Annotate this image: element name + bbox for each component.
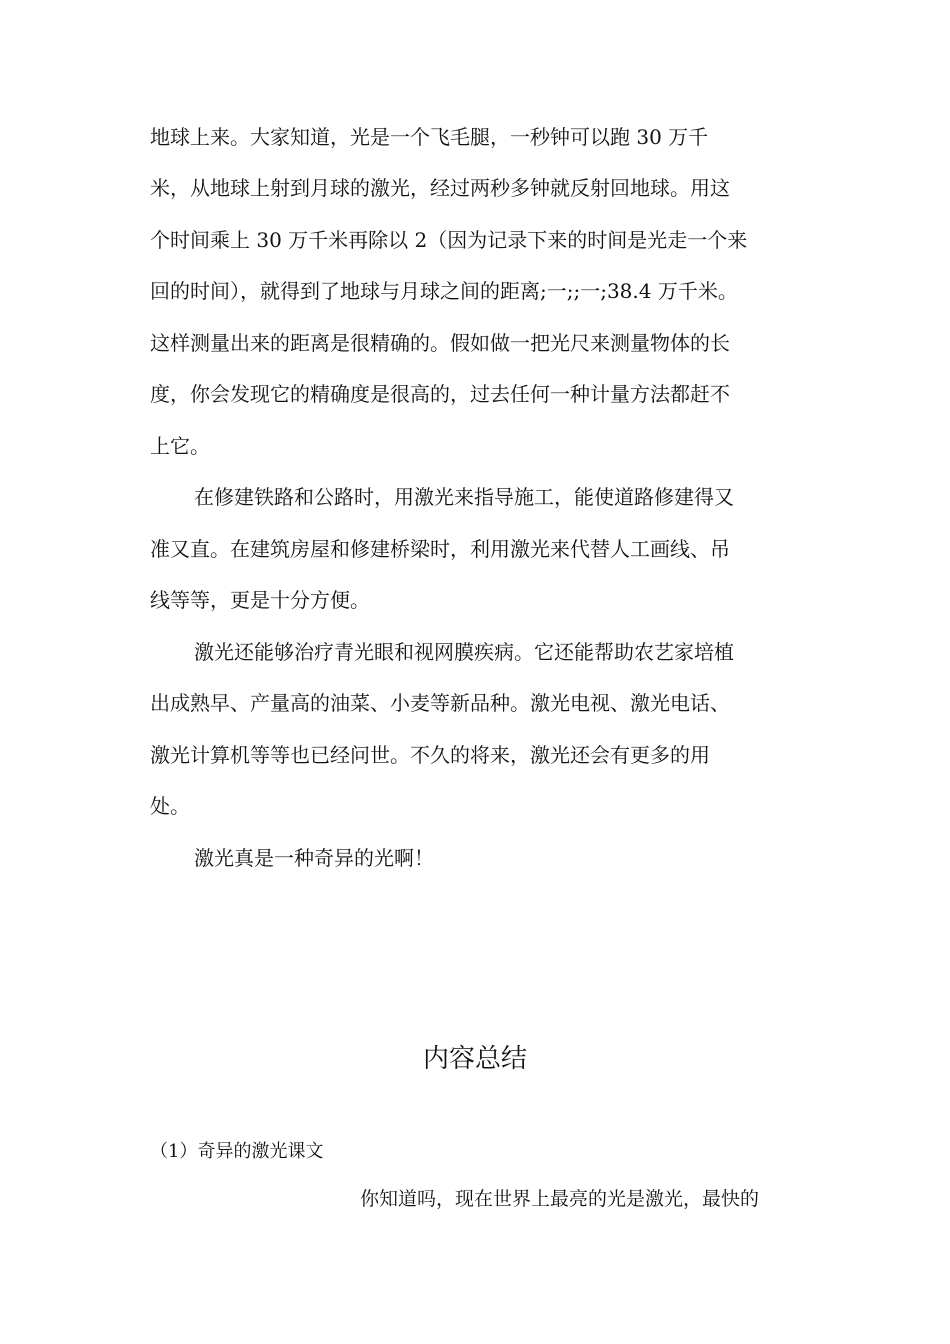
summary-item-heading: （1）奇异的激光课文 xyxy=(150,1141,324,1162)
paragraph-line: 度，你会发现它的精确度是很高的，过去任何一种计量方法都赶不 xyxy=(150,382,730,406)
paragraph-line: 处。 xyxy=(150,794,190,818)
paragraph-line: 米，从地球上射到月球的激光，经过两秒多钟就反射回地球。用这 xyxy=(150,176,730,200)
paragraph-line: 回的时间），就得到了地球与月球之间的距离;一;;一;38.4 万千米。 xyxy=(150,279,738,303)
paragraph-line: 个时间乘上 30 万千米再除以 2（因为记录下来的时间是光走一个来 xyxy=(150,228,748,252)
paragraph-line: 线等等，更是十分方便。 xyxy=(150,588,370,612)
paragraph-line: 激光计算机等等也已经问世。不久的将来，激光还会有更多的用 xyxy=(150,743,710,767)
summary-item-text: 你知道吗，现在世界上最亮的光是激光，最快的 xyxy=(360,1188,760,1210)
summary-heading: 内容总结 xyxy=(422,1044,527,1074)
paragraph-line: 地球上来。大家知道，光是一个飞毛腿，一秒钟可以跑 30 万千 xyxy=(150,125,709,149)
paragraph-line: 激光真是一种奇异的光啊！ xyxy=(194,846,434,870)
paragraph-line: 激光还能够治疗青光眼和视网膜疾病。它还能帮助农艺家培植 xyxy=(194,640,734,664)
paragraph-line: 这样测量出来的距离是很精确的。假如做一把光尺来测量物体的长 xyxy=(150,331,730,355)
paragraph-line: 上它。 xyxy=(150,434,210,458)
paragraph-line: 准又直。在建筑房屋和修建桥梁时，利用激光来代替人工画线、吊 xyxy=(150,537,730,561)
paragraph-line: 在修建铁路和公路时，用激光来指导施工，能使道路修建得又 xyxy=(194,485,734,509)
paragraph-line: 出成熟早、产量高的油菜、小麦等新品种。激光电视、激光电话、 xyxy=(150,691,730,715)
